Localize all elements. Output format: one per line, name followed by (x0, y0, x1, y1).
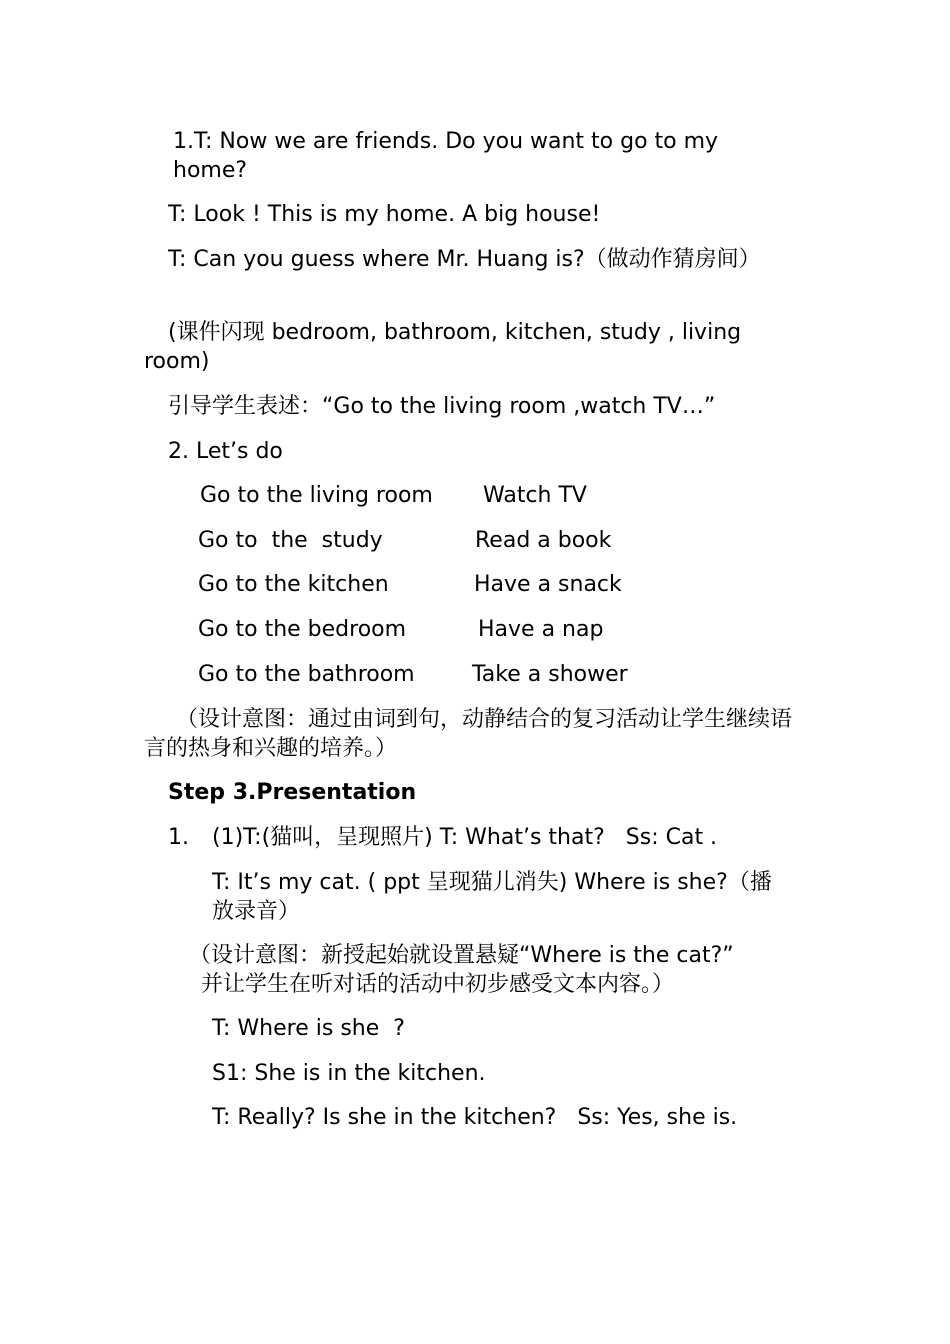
action-go-to: Go to the bathroom (198, 662, 415, 687)
action-do: Watch TV (483, 483, 587, 508)
item-1-text: (1)T:(猫叫，呈现照片) T: What’s that? Ss: Cat . (212, 825, 718, 850)
action-go-to: Go to the kitchen (198, 572, 389, 597)
step-3-heading: Step 3.Presentation (168, 780, 417, 805)
paragraph-friends: 1.T: Now we are friends. Do you want to go to my home? (173, 129, 719, 183)
action-go-to: Go to the bedroom (198, 617, 407, 642)
paragraph-guide-students: 引导学生表述：“Go to the living room ,watch TV…” (168, 394, 716, 419)
action-do: Read a book (475, 528, 612, 553)
action-go-to: Go to the study (198, 528, 383, 553)
dialogue-question-2: T: Really? Is she in the kitchen? Ss: Yes, she is. (212, 1105, 738, 1130)
action-do: Take a shower (472, 662, 628, 687)
design-intent-2-line2: 并让学生在听对话的活动中初步感受文本内容。） (201, 972, 675, 997)
action-go-to: Go to the living room (200, 483, 433, 508)
item-1-cat-gone: T: It’s my cat. ( ppt 呈现猫儿消失) Where is she?（播放录音） (212, 870, 772, 924)
dialogue-answer-1: S1: She is in the kitchen. (212, 1061, 486, 1086)
design-intent-1: （设计意图：通过由词到句，动静结合的复习活动让学生继续语言的热身和兴趣的培养。） (144, 707, 793, 761)
design-intent-2-line1: （设计意图：新授起始就设置悬疑“Where is the cat?” (189, 943, 734, 968)
paragraph-guess-room: T: Can you guess where Mr. Huang is?（做动作猜房间） (168, 247, 761, 272)
action-do: Have a nap (478, 617, 604, 642)
item-number: 1. (168, 825, 189, 850)
action-do: Have a snack (474, 572, 622, 597)
paragraph-look-home: T: Look ! This is my home. A big house! (168, 202, 601, 227)
dialogue-question-1: T: Where is she ? (212, 1016, 405, 1041)
paragraph-rooms-flash: (课件闪现 bedroom, bathroom, kitchen, study , living room) (144, 320, 742, 374)
heading-lets-do: 2. Let’s do (168, 439, 283, 464)
